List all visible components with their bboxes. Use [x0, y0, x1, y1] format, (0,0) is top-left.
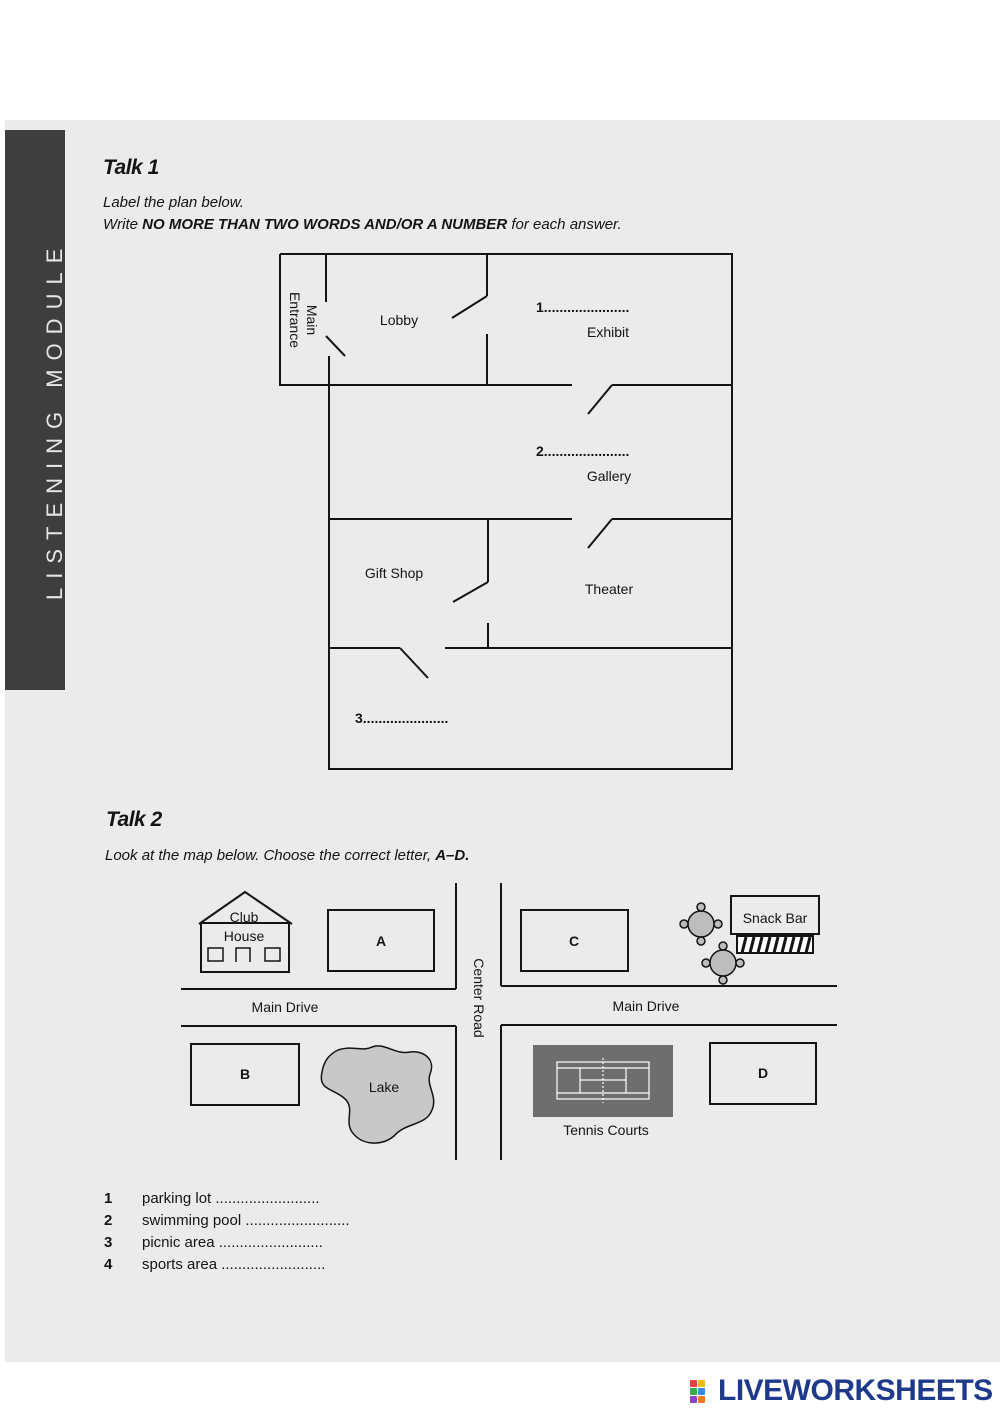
lobby-door-swing [452, 296, 487, 318]
tennis-courts-area [534, 1046, 672, 1116]
main-drive-right-label: Main Drive [612, 998, 680, 1014]
talk1-instruction-line2: Write NO MORE THAN TWO WORDS AND/OR A NUMBER for each answer. [103, 216, 622, 233]
list-item: 4 sports area ......................... [104, 1256, 326, 1273]
club-house-label: Club [229, 909, 259, 925]
room3-door-swing [400, 648, 428, 678]
question-1-blank[interactable]: 1...................... [536, 299, 630, 315]
picnic-table [710, 950, 736, 976]
location-a-label: A [375, 933, 387, 949]
question-2-blank[interactable]: 2...................... [536, 443, 630, 459]
park-map [181, 883, 837, 1160]
side-tab-label: LISTENING MODULE [42, 239, 67, 600]
exhibit-label: Exhibit [586, 324, 630, 340]
liveworksheets-logo[interactable] [690, 1374, 993, 1408]
gallery-label: Gallery [586, 468, 632, 484]
theater-door-swing [588, 519, 612, 548]
main-entrance-label-2: Entrance [287, 291, 303, 349]
location-d-label: D [757, 1065, 769, 1081]
main-entrance-label: Main [304, 304, 320, 336]
gift-shop-door-swing [453, 582, 488, 602]
theater-label: Theater [584, 581, 634, 597]
club-house-label-2: House [223, 928, 265, 944]
talk1-title: Talk 1 [103, 156, 159, 179]
snack-bar-label: Snack Bar [742, 910, 808, 926]
lobby-label: Lobby [379, 312, 419, 328]
answer-blank-3[interactable]: ......................... [218, 1234, 323, 1251]
question-3-blank[interactable]: 3...................... [355, 710, 449, 726]
location-b-label: B [239, 1066, 251, 1082]
answer-blank-1[interactable]: ......................... [215, 1190, 320, 1207]
talk1-instruction-line1: Label the plan below. [103, 194, 244, 211]
answer-blank-4[interactable]: ......................... [221, 1256, 326, 1273]
tennis-courts-label: Tennis Courts [563, 1122, 649, 1138]
center-road-label: Center Road [471, 958, 487, 1038]
question-list [104, 1188, 350, 1276]
gift-shop-label: Gift Shop [364, 565, 424, 581]
snack-bar-counter [737, 936, 813, 953]
talk2-title: Talk 2 [106, 808, 162, 831]
location-c-label: C [568, 933, 580, 949]
entrance-door-swing [326, 336, 345, 356]
logo-grid-icon [690, 1378, 714, 1404]
talk2-instruction: Look at the map below. Choose the correct letter, A–D. [105, 847, 470, 864]
list-item: 1 parking lot ......................... [104, 1190, 320, 1207]
list-item: 3 picnic area ......................... [104, 1234, 323, 1251]
list-item: 2 swimming pool ......................... [104, 1212, 350, 1229]
talk2-instruction-emphasis: A–D. [435, 847, 470, 864]
answer-blank-2[interactable]: ......................... [245, 1212, 350, 1229]
plan-outer-wall [280, 254, 732, 769]
lake-label: Lake [368, 1079, 400, 1095]
picnic-tables [680, 903, 744, 984]
talk1-instruction-emphasis: NO MORE THAN TWO WORDS AND/OR A NUMBER [142, 216, 508, 233]
main-drive-left-label: Main Drive [251, 999, 319, 1015]
gallery-door-swing [588, 385, 612, 414]
brand-name: LIVEWORKSHEETS [718, 1374, 993, 1407]
picnic-table [688, 911, 714, 937]
